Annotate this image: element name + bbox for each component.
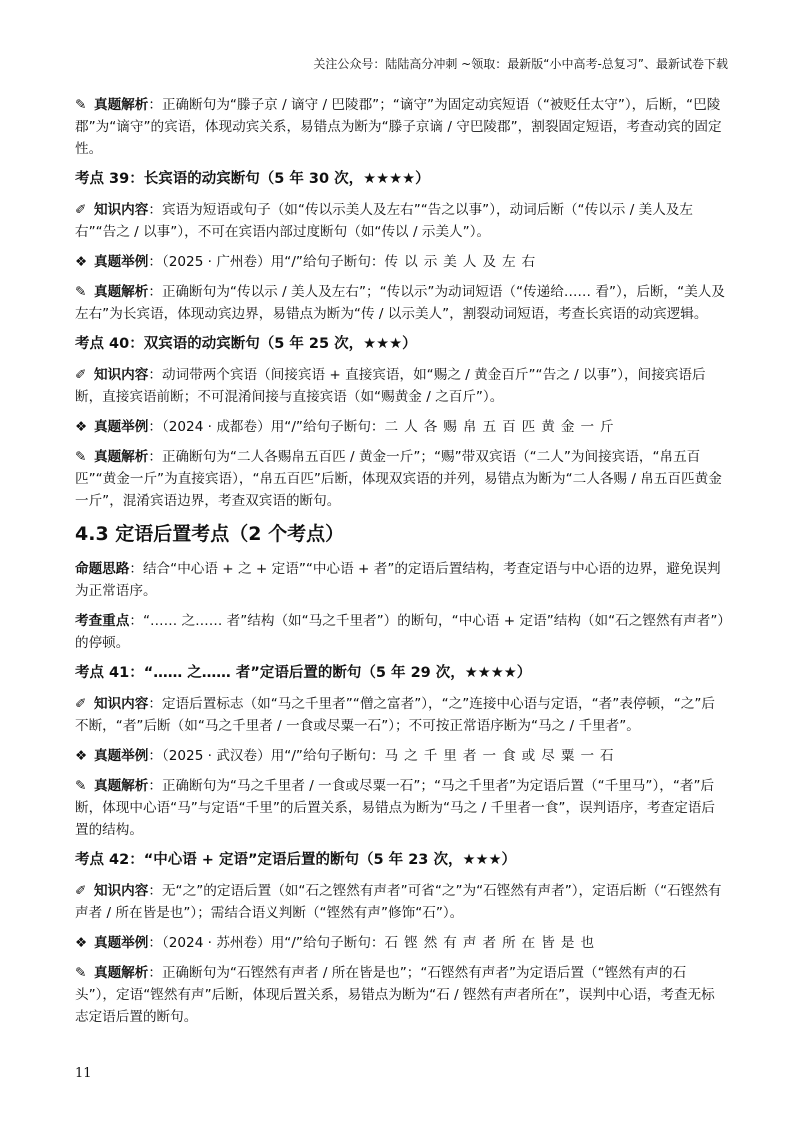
page-header: 关注公众号：陆陆高分冲刺 ~领取：最新版“小中高考-总复习”、最新试卷下载 bbox=[313, 57, 728, 71]
thought-label: 命题思路 bbox=[75, 561, 130, 577]
analysis-label: 真题解析 bbox=[94, 97, 149, 113]
focus-paragraph bbox=[75, 610, 727, 654]
section-title: 4.3 定语后置考点（2 个考点） bbox=[75, 523, 345, 545]
analysis-label: 真题解析 bbox=[94, 449, 149, 465]
diamond-bullet-icon: ❖ bbox=[75, 254, 88, 270]
example-label: 真题举例 bbox=[94, 254, 149, 270]
pencil-icon: ✐ bbox=[75, 696, 87, 712]
knowledge-label: 知识内容 bbox=[94, 367, 149, 383]
analysis-paragraph bbox=[75, 446, 727, 512]
example-label: 真题举例 bbox=[94, 935, 149, 951]
focus-text: ：“…… 之…… 者”结构（如“马之千里者”）的断句，“中心语 + 定语”结构（如“石之铿然有声者”）的停顿。 bbox=[75, 613, 725, 651]
knowledge-paragraph bbox=[75, 364, 727, 408]
page-number: 11 bbox=[75, 1066, 92, 1081]
example-text: ：（2025 · 武汉卷）用“/”给句子断句： bbox=[148, 748, 385, 764]
example-sentence: 马之千里者一食或尽粟一石 bbox=[384, 748, 620, 764]
example-paragraph bbox=[75, 745, 727, 767]
knowledge-paragraph bbox=[75, 199, 727, 243]
example-label: 真题举例 bbox=[94, 748, 149, 764]
pencil-icon: ✐ bbox=[75, 883, 87, 899]
example-label: 真题举例 bbox=[94, 419, 149, 435]
analysis-text: ：正确断句为“滕子京 / 谪守 / 巴陵郡”；“谪守”为固定动宾短语（“被贬任太守”），后断，“巴陵郡”为“谪守”的宾语，体现动宾关系，易错点为断为“滕子京谪 / 守巴陵郡”，割裂固定短语，考查动宾的固定性。 bbox=[75, 97, 722, 157]
pencil-icon: ✎ bbox=[75, 778, 87, 794]
example-paragraph bbox=[75, 932, 727, 954]
example-text: ：（2024 · 成都卷）用“/”给句子断句： bbox=[148, 419, 385, 435]
example-sentence: 石铿然有声者所在皆是也 bbox=[384, 935, 601, 951]
analysis-text: ：正确断句为“二人各赐帛五百匹 / 黄金一斤”；“赐”带双宾语（“二人”为间接宾语，“帛五百匹”“黄金一斤”为直接宾语），“帛五百匹”后断，体现双宾语的并列，易错点为断为“二人各赐 / 帛五百匹黄金一斤”，混淆宾语边界，考查双宾语的断句。 bbox=[75, 449, 722, 509]
analysis-label: 真题解析 bbox=[94, 965, 149, 981]
knowledge-label: 知识内容 bbox=[94, 202, 149, 218]
knowledge-label: 知识内容 bbox=[94, 883, 149, 899]
kp39-title: 考点 39：长宾语的动宾断句（5 年 30 次，★★★★） bbox=[75, 171, 430, 187]
knowledge-text: ：定语后置标志（如“马之千里者”“僧之富者”），“之”连接中心语与定语，“者”表停顿，“之”后不断，“者”后断（如“马之千里者 / 一食或尽粟一石”）；不可按正常语序断为“马之 / 千里者”。 bbox=[75, 696, 715, 734]
example-text: ：（2025 · 广州卷）用“/”给句子断句： bbox=[148, 254, 385, 270]
example-text: ：（2024 · 苏州卷）用“/”给句子断句： bbox=[148, 935, 385, 951]
kp41-title: 考点 41：“…… 之…… 者”定语后置的断句（5 年 29 次，★★★★） bbox=[75, 665, 532, 681]
analysis-paragraph bbox=[75, 775, 727, 841]
thought-text: ：结合“中心语 + 之 + 定语”“中心语 + 者”的定语后置结构，考查定语与中心语的边界，避免误判为正常语序。 bbox=[75, 561, 721, 599]
analysis-text: ：正确断句为“石铿然有声者 / 所在皆是也”；“石铿然有声者”为定语后置（“铿然有声的石头”），定语“铿然有声”后断，体现后置关系，易错点为断为“石 / 铿然有声者所在”，误判中心语，考查无标志定语后置的断句。 bbox=[75, 965, 715, 1025]
knowledge-text: ：无“之”的定语后置（如“石之铿然有声者”可省“之”为“石铿然有声者”），定语后断（“石铿然有声者 / 所在皆是也”）；需结合语义判断（“铿然有声”修饰“石”）。 bbox=[75, 883, 722, 921]
pencil-icon: ✐ bbox=[75, 367, 87, 383]
analysis-paragraph bbox=[75, 281, 727, 325]
analysis-paragraph bbox=[75, 962, 727, 1028]
pencil-icon: ✎ bbox=[75, 449, 87, 465]
knowledge-paragraph bbox=[75, 880, 727, 924]
analysis-text: ：正确断句为“传以示 / 美人及左右”；“传以示”为动词短语（“传递给…… 看”），后断，“美人及左右”为长宾语，体现动宾边界，易错点为断为“传 / 以示美人”，割裂动词短语，考查长宾语的动宾逻辑。 bbox=[75, 284, 725, 322]
example-sentence: 二人各赐帛五百匹黄金一斤 bbox=[384, 419, 620, 435]
pencil-icon: ✎ bbox=[75, 965, 87, 981]
diamond-bullet-icon: ❖ bbox=[75, 419, 88, 435]
focus-label: 考查重点 bbox=[75, 613, 130, 629]
analysis-paragraph bbox=[75, 94, 727, 160]
pencil-icon: ✎ bbox=[75, 284, 87, 300]
thought-paragraph bbox=[75, 558, 727, 602]
knowledge-paragraph bbox=[75, 693, 727, 737]
knowledge-text: ：动词带两个宾语（间接宾语 + 直接宾语，如“赐之 / 黄金百斤”“告之 / 以事”），间接宾语后断，直接宾语前断；不可混淆间接与直接宾语（如“赐黄金 / 之百斤”）。 bbox=[75, 367, 706, 405]
example-paragraph bbox=[75, 416, 727, 438]
pencil-icon: ✐ bbox=[75, 202, 87, 218]
kp42-title: 考点 42：“中心语 + 定语”定语后置的断句（5 年 23 次，★★★） bbox=[75, 852, 516, 868]
analysis-label: 真题解析 bbox=[94, 778, 149, 794]
example-paragraph bbox=[75, 251, 727, 273]
analysis-label: 真题解析 bbox=[94, 284, 149, 300]
pencil-icon: ✎ bbox=[75, 97, 87, 113]
knowledge-text: ：宾语为短语或句子（如“传以示美人及左右”“告之以事”），动词后断（“传以示 / 美人及左右”“告之 / 以事”），不可在宾语内部过度断句（如“传以 / 示美人”）。 bbox=[75, 202, 693, 240]
analysis-text: ：正确断句为“马之千里者 / 一食或尽粟一石”；“马之千里者”为定语后置（“千里马”），“者”后断，体现中心语“马”与定语“千里”的后置关系，易错点为断为“马之 / 千里者一食”，误判语序，考查定语后置的结构。 bbox=[75, 778, 716, 838]
document-body bbox=[75, 94, 727, 1036]
diamond-bullet-icon: ❖ bbox=[75, 935, 88, 951]
kp40-title: 考点 40：双宾语的动宾断句（5 年 25 次，★★★） bbox=[75, 336, 417, 352]
diamond-bullet-icon: ❖ bbox=[75, 748, 88, 764]
example-sentence: 传以示美人及左右 bbox=[384, 254, 542, 270]
knowledge-label: 知识内容 bbox=[94, 696, 149, 712]
